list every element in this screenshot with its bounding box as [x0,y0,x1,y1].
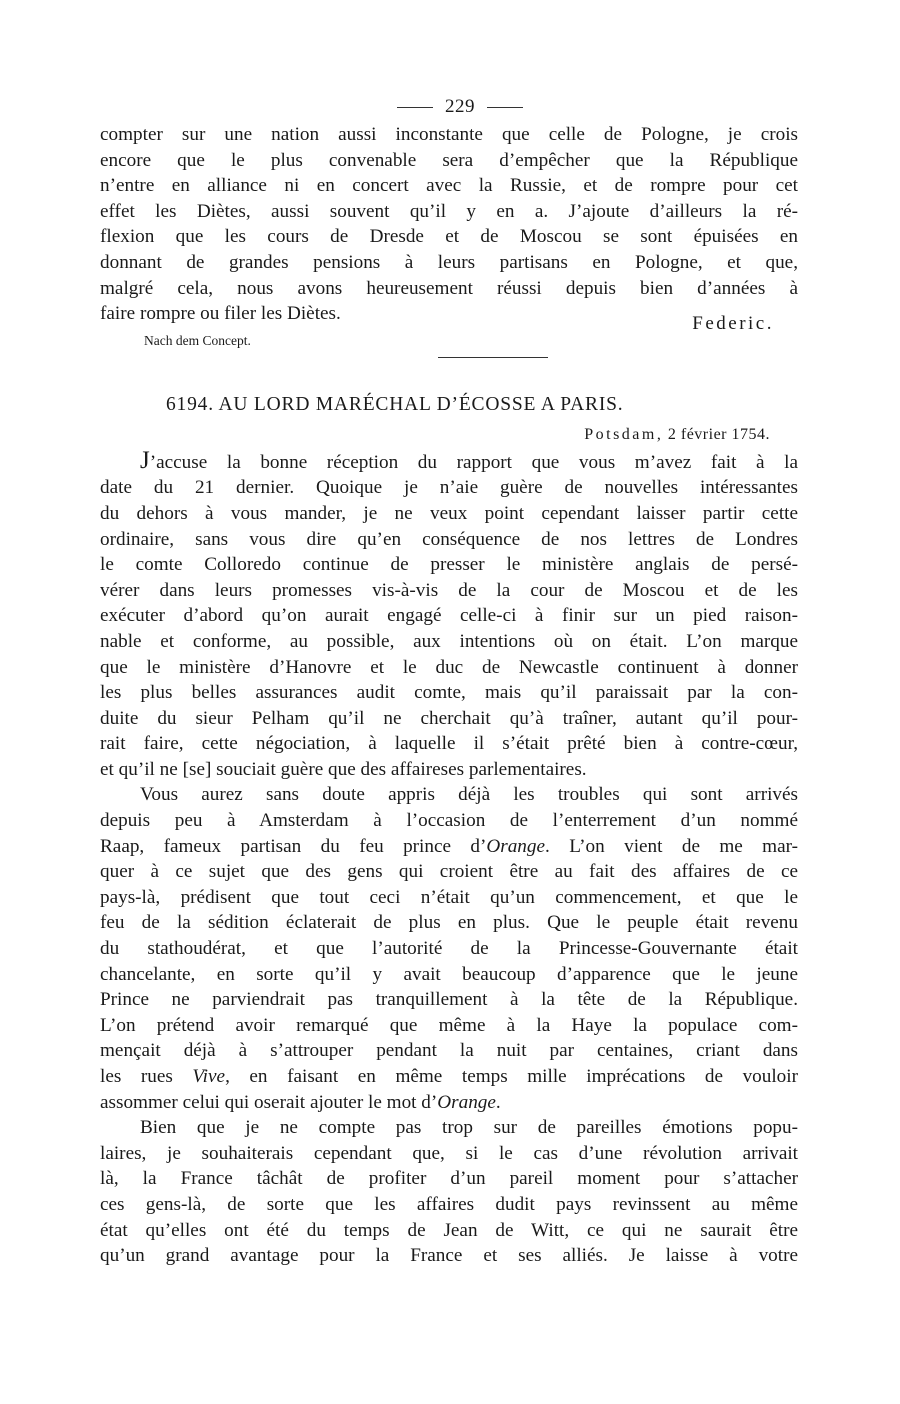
text-line: quer à ce sujet que des gens qui croient être au fait des affaires de ce [100,861,798,883]
header-dash-left [397,107,433,108]
text-line: assommer celui qui oserait ajouter le mot d’Orange. [100,1091,501,1113]
previous-letter-ending [100,122,798,358]
text-line: Raap, fameux partisan du feu prince d’Orange. L’on vient de me mar- [100,835,798,857]
text-line: Bien que je ne compte pas trop sur de pareilles émotions popu- [140,1117,798,1139]
text-line: du dehors à vous mander, je ne veux point cependant laisser partir cette [100,502,798,524]
text-line: là, la France tâchât de profiter d’un pareil moment pour s’attacher [100,1168,798,1190]
letter-dateline [100,426,770,450]
letter-date: 2 février 1754. [667,425,770,443]
section-divider [438,357,548,358]
text-line: les rues Vive, en faisant en même temps mille imprécations de vouloir [100,1066,798,1087]
text-run: ’accuse la bonne réception du rapport que vous m’avez fait à la [149,451,798,473]
book-page [100,92,798,1269]
letter-heading: 6194. AU LORD MARÉCHAL D’ÉCOSSE A PARIS. [166,393,624,415]
text-line: effet les Diètes, aussi souvent qu’il y en a. J’ajoute d’ailleurs la ré- [100,200,798,222]
text-line: rait faire, cette négociation, à laquelle il s’était prêté bien à contre-cœur, [100,733,798,755]
text-line: donnant de grandes pensions à leurs partisans en Pologne, et que, [100,251,798,273]
text-line: L’on prétend avoir remarqué que même à la Haye la populace com- [100,1014,798,1036]
letter-place: Potsdam, [584,425,664,443]
text-line: qu’un grand avantage pour la France et ses alliés. Je laisse à votre [100,1245,798,1267]
page-number: 229 [445,96,475,117]
text-line: vérer dans leurs promesses vis-à-vis de la cour de Moscou et de les [100,579,798,601]
text-line: exécuter d’abord qu’on aurait engagé celle-ci à finir sur un pied raison- [100,605,798,627]
page-header [122,92,798,122]
text-line: du stathoudérat, et que l’autorité de la Princesse-Gouvernante était [100,938,798,960]
letter-body [100,450,798,1269]
text-line: Vous aurez sans doute appris déjà les troubles qui sont arrivés [140,784,798,806]
source-note: Nach dem Concept. [144,332,251,348]
text-line: les plus belles assurances audit comte, mais qu’il paraissait par la con- [100,682,798,704]
text-line: mençait déjà à s’attrouper pendant la nuit par centaines, criant dans [100,1040,798,1062]
text-line: chancelante, en sorte qu’il y avait beaucoup d’apparence que le jeune [100,963,798,985]
text-line: laires, je souhaiterais cependant que, si le cas d’une révolution arrivait [100,1142,798,1164]
text-line: depuis peu à Amsterdam à l’occasion de l’enterrement d’un nommé [100,810,798,832]
text-line: malgré cela, nous avons heureusement réussi depuis bien d’années à [100,277,798,299]
text-line: ces gens-là, de sorte que les affaires dudit pays revinssent au même [100,1193,798,1215]
text-line: duite du sieur Pelham qu’il ne cherchait qu’à traîner, autant qu’il pour- [100,707,798,729]
text-line: feu de la sédition éclaterait de plus en plus. Que le peuple était revenu [100,912,798,934]
text-line: flexion que les cours de Dresde et de Moscou se sont épuisées en [100,226,798,248]
header-dash-right [487,107,523,108]
text-line: pays-là, prédisent que tout ceci n’était qu’un commencement, et que le [100,886,798,908]
text-line: Prince ne parviendrait pas tranquillement à la tête de la République. [100,989,798,1011]
text-line: date du 21 dernier. Quoique je n’aie guère de nouvelles intéressantes [100,477,798,499]
text-line: que le ministère d’Hanovre et le duc de Newcastle continuent à donner [100,656,798,678]
text-line-first [100,450,798,476]
text-line: nable et conforme, au possible, aux intentions où on était. L’on marque [100,630,798,652]
text-line: faire rompre ou filer les Diètes. [100,303,341,325]
text-line: encore que le plus convenable sera d’empêcher que la République [100,149,798,171]
text-line: ordinaire, sans vous dire qu’en conséquence de nos lettres de Londres [100,528,798,550]
text-line: et qu’il ne [se] souciait guère que des affaireses parlementaires. [100,758,587,780]
text-line: n’entre en alliance ni en concert avec la Russie, et de rompre pour cet [100,175,798,197]
text-line: compter sur une nation aussi inconstante que celle de Pologne, je crois [100,124,798,145]
signature: Federic. [692,312,774,334]
text-line: état qu’elles ont été du temps de Jean de Witt, ce qui ne saurait être [100,1219,798,1241]
text-line: le comte Colloredo continue de presser le ministère anglais de persé- [100,554,798,576]
drop-initial: J [140,449,150,474]
